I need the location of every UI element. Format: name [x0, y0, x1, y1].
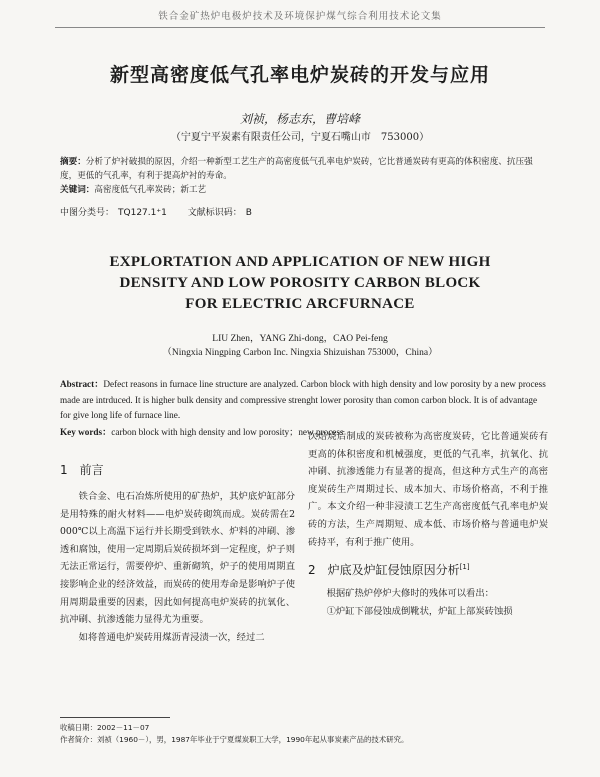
section-2-heading [308, 557, 548, 577]
chinese-title: 新型高密度低气孔率电炉炭砖的开发与应用 [109, 64, 490, 86]
chinese-abstract [60, 155, 548, 197]
english-affiliation: （Ningxia Ningping Carbon Inc. Ningxia Shizuishan 753000，China） [162, 348, 438, 358]
footnotes [60, 722, 548, 746]
body-paragraph: 铁合金、电石冶炼所使用的矿热炉，其炉底炉缸部分是用特殊的耐火材料——电炉炭砖砌筑而成。炭砖需在2 000℃以上高温下运行并长期受到铁水、炉料的冲刷、渗透和腐蚀，使用一定周期后炭砖损坏到一定程度，炉子则无法正常运行，需要停炉、重新砌筑，炉子的使用周期直接影响企业的经济效益，而炭砖的使用寿命是影响炉子使用周期最重要的因素，因此如何提高电炉炭砖的抗氧化、抗冲刷、抗渗透能力显得尤为重要。 [60, 491, 295, 626]
english-keywords-text: carbon block with high density and low porosity；new process [111, 427, 344, 437]
footnote-rule [60, 717, 170, 718]
body-paragraph: 根据矿热炉停炉大修时的残体可以看出： [326, 588, 494, 600]
section-1-heading [60, 460, 295, 480]
chinese-abstract-label: 摘要： [60, 157, 86, 167]
left-column [60, 460, 295, 646]
received-date: 收稿日期：2002－11－07 [60, 723, 150, 732]
chinese-abstract-text: 分析了炉衬破损的原因，介绍一种新型工艺生产的高密度低气孔率电炉炭砖，它比普通炭砖有更高的体积密度、抗压强度，更低的气孔率，有利于提高炉衬的寿命。 [60, 157, 533, 181]
right-column [308, 428, 548, 620]
english-title [0, 252, 600, 315]
english-title-line: DENSITY AND LOW POROSITY CARBON BLOCK [119, 275, 481, 291]
english-title-line: EXPLORTATION AND APPLICATION OF NEW HIGH [109, 254, 491, 270]
clc-label: 中图分类号： [60, 208, 115, 218]
english-abstract-label: Abstract： [60, 379, 104, 389]
section-1-number: 1 [60, 463, 68, 477]
clc-value: TQ127.1⁺1 [118, 208, 167, 218]
doc-code-label: 文献标识码： [187, 208, 242, 218]
english-authors: LIU Zhen，YANG Zhi-dong，CAO Pei-feng [212, 334, 388, 344]
doc-code-value: B [245, 208, 252, 218]
section-2-number: 2 [308, 563, 316, 578]
classification-line [60, 205, 548, 218]
section-2-title: 炉底及炉缸侵蚀原因分析 [327, 563, 460, 578]
chinese-affiliation: （宁夏宁平炭素有限责任公司，宁夏石嘴山市 753000） [170, 132, 430, 143]
running-header: 铁合金矿热炉电极炉技术及环境保护煤气综合利用技术论文集 [158, 11, 442, 22]
english-abstract-text: Defect reasons in furnace line structure are analyzed. Carbon block with high density and low porosity by a new process made are intrduced. It is higher bulk density and compressive strenght lower porosity than comon carbon block. It is of advantage for give long life of furnace line. [60, 379, 546, 420]
author-bio: 作者简介：刘祯（1960－），男，1987年毕业于宁夏煤炭职工大学，1990年起从事炭素产品的技术研究。 [60, 735, 409, 744]
section-2-reference: [1] [459, 563, 470, 572]
english-title-line: FOR ELECTRIC ARCFURNACE [185, 296, 415, 312]
chinese-authors: 刘祯，杨志东，曹培峰 [239, 112, 360, 126]
english-abstract [60, 377, 548, 424]
section-1-title: 前言 [79, 463, 104, 477]
body-paragraph: 如将普通电炉炭砖用煤沥青浸渍一次，经过二 [78, 631, 265, 643]
chinese-keywords-text: 高密度低气孔率炭砖；新工艺 [94, 185, 207, 195]
chinese-keywords-label: 关键词： [60, 185, 95, 195]
english-keywords-label: Key words： [60, 427, 112, 437]
body-paragraph: 次焙烧后制成的炭砖被称为高密度炭砖，它比普通炭砖有更高的体积密度和机械强度，更低的气孔率，抗氧化、抗冲刷、抗渗透能力有显著的提高，但这种方式生产的高密度炭砖生产周期过长、成本加大、市场价格高，不利于推广。本文介绍一种非浸渍工艺生产高密度低气孔率电炉炭砖的方法，生产周期短、成本低、市场价格与普通电炉炭砖持平，有利于推广使用。 [308, 431, 548, 548]
header-rule [55, 27, 545, 28]
body-paragraph: ①炉缸下部侵蚀成倒靴状，炉缸上部炭砖蚀损 [326, 605, 513, 617]
